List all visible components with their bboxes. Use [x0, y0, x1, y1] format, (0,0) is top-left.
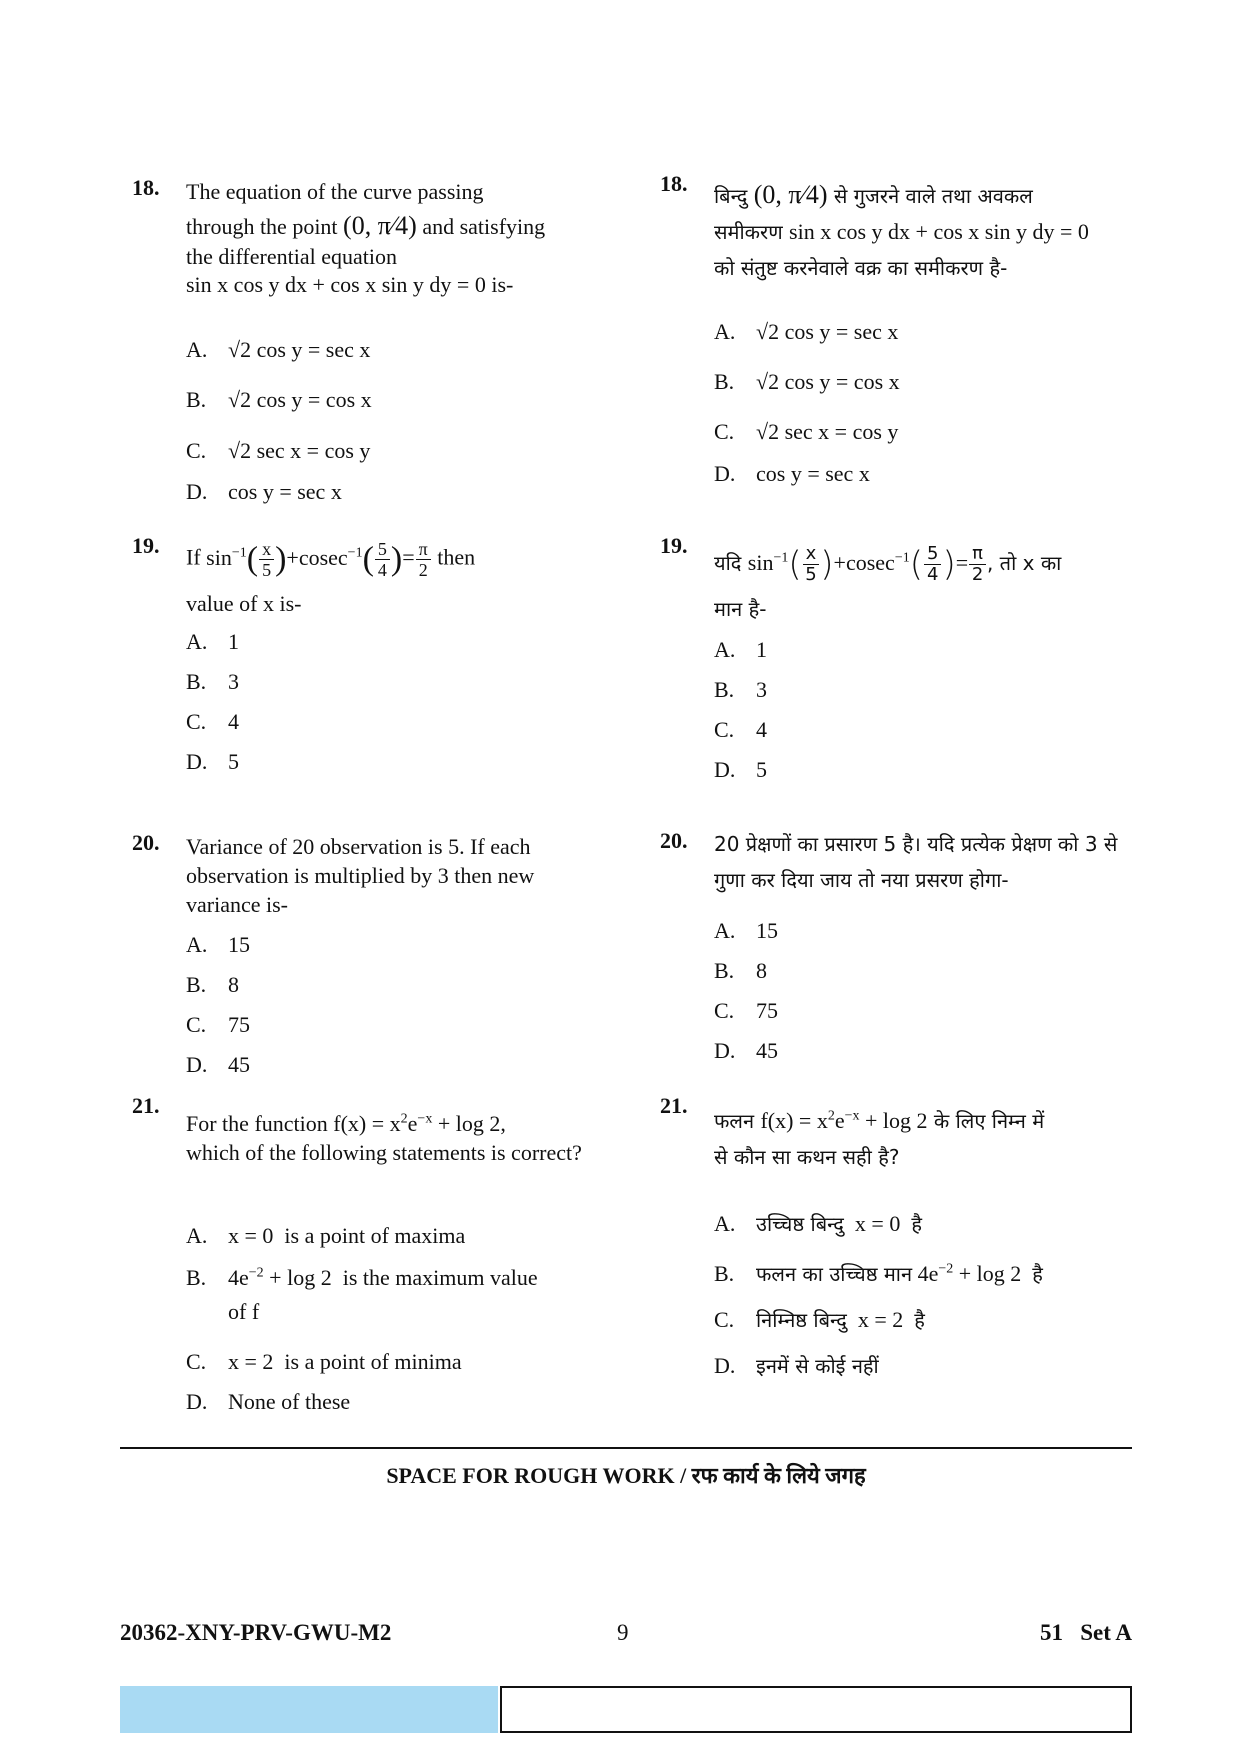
- question-number: 20.: [660, 828, 688, 853]
- option-d: D. cos y = sec x: [714, 461, 870, 486]
- option-b: B. √2 cos y = cos x: [186, 387, 372, 412]
- option-c: C. √2 sec x = cos y: [714, 419, 899, 444]
- question-number: 21.: [660, 1093, 688, 1118]
- option-b: B. 3: [186, 669, 239, 694]
- option-d: D. 45: [714, 1038, 778, 1063]
- option-d: D. cos y = sec x: [186, 479, 342, 504]
- option-c: C. 4: [186, 709, 239, 734]
- question-text: Variance of 20 observation is 5. If each observation is multiplied by 3 then new variance is-: [186, 834, 535, 917]
- option-b-continued: of f: [228, 1299, 260, 1324]
- question-number: 18.: [660, 171, 688, 196]
- option-b: B. 8: [186, 972, 239, 997]
- inverse-trig-equation: If $\sin^{-1}$( $\frac{x}{5}$ )+cosec$^{-1}$( $\frac{5}{4}$ )= $\frac{\pi}{2}$ then: [186, 539, 476, 580]
- option-c: C. निम्निष्ठ बिन्दु x = 2 है: [714, 1307, 925, 1332]
- option-d: D. 45: [186, 1052, 250, 1077]
- question-text: For the function $f(x) = x^2e^{-x} + \log 2$, which of the following statements is correct?: [186, 1111, 582, 1165]
- option-c: C. 75: [714, 998, 778, 1023]
- question-number: 18.: [132, 175, 160, 200]
- option-c: C. x = 2 is a point of minima: [186, 1349, 462, 1374]
- option-a: A. 1: [714, 637, 767, 662]
- option-c: C. 4: [714, 717, 767, 742]
- option-d: D. 5: [714, 757, 767, 782]
- rough-work-divider: [120, 1447, 1132, 1449]
- footer-empty-box: [500, 1686, 1132, 1733]
- rough-work-label: SPACE FOR ROUGH WORK / रफ कार्य के लिये जगह: [386, 1463, 866, 1488]
- question-text: बिन्दु (0, π⁄4) से गुजरने वाले तथा अवकल समीकरण sin x cos y dx + cos x sin y dy = 0 को संतुष्ट करनेवाले वक्र का समीकरण है-: [714, 180, 1089, 280]
- question-number: 19.: [660, 533, 688, 558]
- question-text: 20 प्रेक्षणों का प्रसारण 5 है। यदि प्रत्येक प्रेक्षण को 3 से गुणा कर दिया जाय तो नया प्रसरण होगा-: [714, 832, 1118, 892]
- option-b: B. 8: [714, 958, 767, 983]
- question-text: If $\sin^{-1}$( $\frac{x}{5}$ )+cosec$^{-1}$( $\frac{5}{4}$ )= $\frac{\pi}{2}$ then value of x is-: [186, 539, 592, 619]
- option-a: A. √2 cos y = sec x: [186, 337, 371, 362]
- option-d: D. 5: [186, 749, 239, 774]
- option-b: B. √2 cos y = cos x: [714, 369, 900, 394]
- option-d: D. इनमें से कोई नहीं: [714, 1353, 879, 1378]
- inverse-trig-equation: यदि $\sin^{-1}$( $\frac{x}{5}$ )+cosec$^{-1}$( $\frac{5}{4}$ )= $\frac{\pi}{2}$ , तो x का: [714, 543, 1062, 585]
- option-a: A. √2 cos y = sec x: [714, 319, 899, 344]
- option-b: B. फलन का उच्चिष्ठ मान $4e^{-2} + \log 2$ है: [714, 1261, 1043, 1286]
- question-text: यदि $\sin^{-1}$( $\frac{x}{5}$ )+cosec$^{-1}$( $\frac{5}{4}$ )= $\frac{\pi}{2}$ , तो x का मान है-: [714, 539, 1130, 627]
- page-number: 9: [617, 1620, 629, 1645]
- option-a: A. 15: [714, 918, 778, 943]
- option-b: B. $4e^{-2} + \log 2$ is the maximum value: [186, 1265, 538, 1290]
- option-a: A. उच्चिष्ठ बिन्दु x = 0 है: [714, 1211, 922, 1236]
- set-label: 51 Set A: [1040, 1620, 1132, 1645]
- footer-color-bar: [120, 1686, 498, 1733]
- question-number: 19.: [132, 533, 160, 558]
- option-b: B. 3: [714, 677, 767, 702]
- option-d: D. None of these: [186, 1389, 351, 1414]
- option-a: A. x = 0 is a point of maxima: [186, 1223, 466, 1248]
- question-number: 20.: [132, 830, 160, 855]
- question-number: 21.: [132, 1093, 160, 1118]
- question-text: The equation of the curve passing through the point (0, π⁄4) and satisfying the differential equation sin x cos y dx + cos x sin y dy = 0 is-: [186, 179, 546, 297]
- question-text: फलन $f(x) = x^2e^{-x} + \log 2$ के लिए निम्न में से कौन सा कथन सही है?: [714, 1108, 1045, 1169]
- option-a: A. 1: [186, 629, 239, 654]
- option-c: C. 75: [186, 1012, 250, 1037]
- option-c: C. √2 sec x = cos y: [186, 438, 371, 463]
- option-a: A. 15: [186, 932, 250, 957]
- paper-code: 20362-XNY-PRV-GWU-M2: [120, 1620, 392, 1645]
